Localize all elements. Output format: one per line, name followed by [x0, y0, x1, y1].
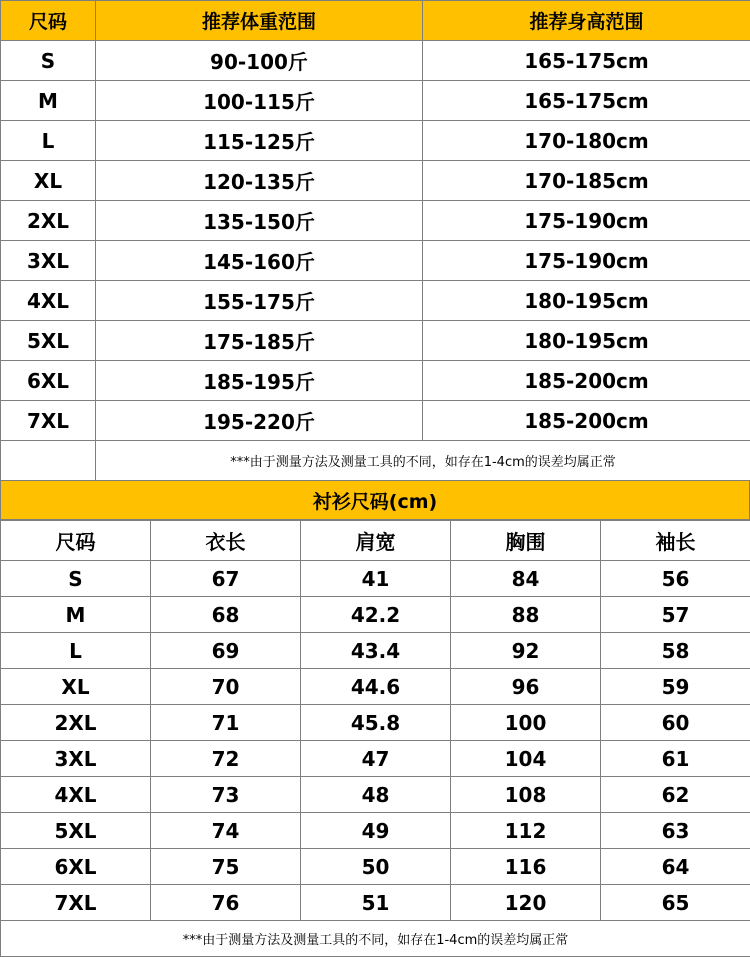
shirt-size-header-row	[1, 521, 750, 561]
table-cell: 2XL	[1, 705, 151, 741]
table-cell: S	[1, 41, 96, 81]
table-cell: 72	[151, 741, 301, 777]
table-cell: 71	[151, 705, 301, 741]
size-row	[1, 321, 750, 361]
table-cell: 108	[451, 777, 601, 813]
header-sleeve: 袖长	[601, 521, 750, 561]
header-weight-range: 推荐体重范围	[96, 1, 423, 41]
table-cell: 96	[451, 669, 601, 705]
shirt-size-row	[1, 777, 750, 813]
note-empty-cell	[1, 441, 96, 481]
shirt-size-row	[1, 669, 750, 705]
table-cell: 6XL	[1, 849, 151, 885]
table-cell: 165-175cm	[423, 41, 750, 81]
table-cell: 41	[301, 561, 451, 597]
size-row	[1, 281, 750, 321]
table-cell: 50	[301, 849, 451, 885]
table-cell: 5XL	[1, 813, 151, 849]
measurement-note: ***由于测量方法及测量工具的不同，如存在1-4cm的误差均属正常	[96, 441, 750, 481]
header-length: 衣长	[151, 521, 301, 561]
table-cell: 59	[601, 669, 750, 705]
table-cell: 6XL	[1, 361, 96, 401]
table-cell: 60	[601, 705, 750, 741]
table-cell: 112	[451, 813, 601, 849]
table-cell: 180-195cm	[423, 321, 750, 361]
table-cell: 185-195斤	[96, 361, 423, 401]
table-cell: 48	[301, 777, 451, 813]
table-cell: 63	[601, 813, 750, 849]
shirt-size-row	[1, 741, 750, 777]
table-cell: 51	[301, 885, 451, 921]
table-cell: 115-125斤	[96, 121, 423, 161]
table-cell: 175-190cm	[423, 201, 750, 241]
table-cell: 42.2	[301, 597, 451, 633]
table-cell: 104	[451, 741, 601, 777]
table-cell: 5XL	[1, 321, 96, 361]
table-cell: 2XL	[1, 201, 96, 241]
shirt-size-row	[1, 813, 750, 849]
table-cell: 58	[601, 633, 750, 669]
table-cell: 92	[451, 633, 601, 669]
size-row	[1, 241, 750, 281]
table-cell: 185-200cm	[423, 361, 750, 401]
table-cell: L	[1, 633, 151, 669]
table-cell: M	[1, 81, 96, 121]
table-cell: 3XL	[1, 241, 96, 281]
shirt-size-table	[0, 520, 750, 957]
table-cell: 170-180cm	[423, 121, 750, 161]
table-cell: 185-200cm	[423, 401, 750, 441]
shirt-size-row	[1, 705, 750, 741]
shirt-size-row	[1, 561, 750, 597]
table-cell: 90-100斤	[96, 41, 423, 81]
shirt-size-row	[1, 597, 750, 633]
table-cell: 4XL	[1, 281, 96, 321]
measurement-note: ***由于测量方法及测量工具的不同，如存在1-4cm的误差均属正常	[1, 921, 750, 957]
table-cell: 67	[151, 561, 301, 597]
table-cell: 68	[151, 597, 301, 633]
table-cell: 7XL	[1, 885, 151, 921]
note-row	[1, 921, 750, 957]
table-cell: XL	[1, 161, 96, 201]
table-cell: 43.4	[301, 633, 451, 669]
table-cell: 76	[151, 885, 301, 921]
shirt-size-row	[1, 885, 750, 921]
size-row	[1, 201, 750, 241]
table-cell: 88	[451, 597, 601, 633]
size-row	[1, 401, 750, 441]
table-cell: 155-175斤	[96, 281, 423, 321]
shirt-size-title: 衬衫尺码(cm)	[0, 480, 750, 520]
table-cell: 120	[451, 885, 601, 921]
table-cell: 64	[601, 849, 750, 885]
table-cell: 100	[451, 705, 601, 741]
size-row	[1, 161, 750, 201]
table-cell: M	[1, 597, 151, 633]
table-cell: 175-185斤	[96, 321, 423, 361]
table-cell: 44.6	[301, 669, 451, 705]
table-cell: 56	[601, 561, 750, 597]
size-row	[1, 121, 750, 161]
table-cell: 7XL	[1, 401, 96, 441]
shirt-size-row	[1, 633, 750, 669]
table-cell: 3XL	[1, 741, 151, 777]
header-chest: 胸围	[451, 521, 601, 561]
shirt-size-row	[1, 849, 750, 885]
table-cell: 145-160斤	[96, 241, 423, 281]
table-cell: 73	[151, 777, 301, 813]
table-cell: 100-115斤	[96, 81, 423, 121]
size-row	[1, 361, 750, 401]
note-row	[1, 441, 750, 481]
header-height-range: 推荐身高范围	[423, 1, 750, 41]
table-cell: 165-175cm	[423, 81, 750, 121]
table-cell: S	[1, 561, 151, 597]
table-cell: 116	[451, 849, 601, 885]
table-cell: 57	[601, 597, 750, 633]
table-cell: 70	[151, 669, 301, 705]
table-cell: 74	[151, 813, 301, 849]
table-cell: 4XL	[1, 777, 151, 813]
table-cell: 75	[151, 849, 301, 885]
table-cell: 49	[301, 813, 451, 849]
table-cell: 69	[151, 633, 301, 669]
table-cell: 45.8	[301, 705, 451, 741]
table-cell: 180-195cm	[423, 281, 750, 321]
header-shoulder: 肩宽	[301, 521, 451, 561]
size-row	[1, 81, 750, 121]
header-size: 尺码	[1, 521, 151, 561]
size-row	[1, 41, 750, 81]
table-cell: 170-185cm	[423, 161, 750, 201]
table-cell: 195-220斤	[96, 401, 423, 441]
table-cell: 120-135斤	[96, 161, 423, 201]
table-cell: 65	[601, 885, 750, 921]
table-cell: 61	[601, 741, 750, 777]
header-size: 尺码	[1, 1, 96, 41]
table-cell: XL	[1, 669, 151, 705]
recommended-size-header-row	[1, 1, 750, 41]
table-cell: 175-190cm	[423, 241, 750, 281]
table-cell: L	[1, 121, 96, 161]
table-cell: 47	[301, 741, 451, 777]
table-cell: 84	[451, 561, 601, 597]
table-cell: 62	[601, 777, 750, 813]
table-cell: 135-150斤	[96, 201, 423, 241]
